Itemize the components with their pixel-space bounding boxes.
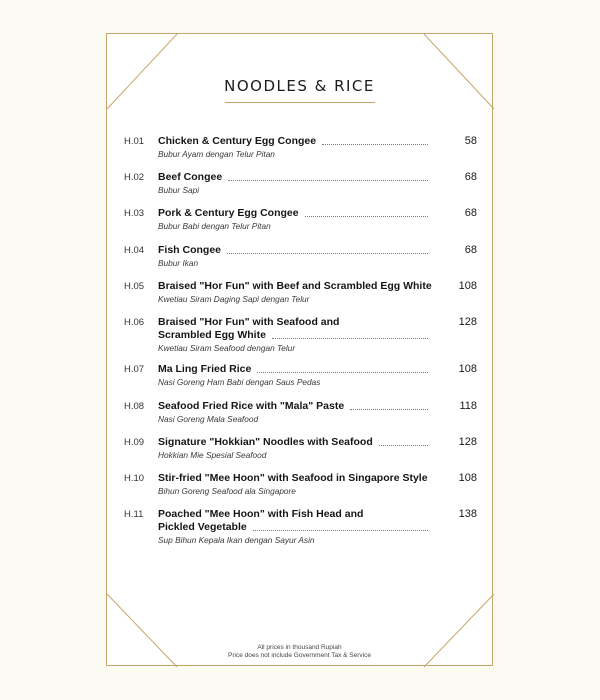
price-note-line2: Price does not include Government Tax & Service	[228, 652, 371, 659]
dot-leader	[253, 530, 428, 531]
price-note-line1: All prices in thousand Rupiah	[257, 644, 342, 651]
menu-item-h09	[124, 436, 477, 472]
item-description: Bubur Sapi	[158, 185, 200, 196]
item-name: Ma Ling Fried Rice	[158, 363, 252, 376]
item-code: H.08	[124, 400, 145, 412]
item-code: H.09	[124, 436, 145, 448]
item-description: Nasi Goreng Ham Babi dengan Saus Pedas	[158, 377, 321, 388]
dot-leader	[305, 216, 428, 217]
item-name-row	[158, 400, 431, 413]
menu-item-h01	[124, 135, 477, 171]
menu-item-h04	[124, 244, 477, 280]
menu-item-h05	[124, 280, 477, 316]
item-name: Stir-fried "Mee Hoon" with Seafood in Singapore Style	[158, 472, 428, 484]
item-price: 68	[464, 243, 477, 256]
item-code: H.02	[124, 172, 145, 184]
item-code: H.11	[124, 509, 144, 521]
item-name: Signature "Hokkian" Noodles with Seafood	[158, 435, 373, 448]
item-name-block	[158, 508, 431, 534]
item-price: 118	[459, 399, 477, 412]
dot-leader	[272, 338, 428, 339]
menu-item-h06	[124, 316, 477, 364]
item-code: H.10	[124, 473, 145, 484]
item-description: Bubur Babi dengan Telur Pitan	[158, 221, 271, 232]
item-name-line1: Braised "Hor Fun" with Seafood and	[158, 315, 340, 328]
item-name-row	[158, 244, 431, 257]
item-code: H.05	[124, 280, 145, 292]
item-description: Kwetiau Siram Daging Sapi dengan Telur	[158, 293, 310, 304]
item-name-row	[158, 207, 431, 220]
item-name-line2: Pickled Vegetable	[158, 521, 247, 534]
item-price: 108	[458, 472, 477, 484]
item-description: Sup Bihun Kepala Ikan dengan Sayur Asin	[158, 535, 315, 546]
page-title: NOODLES & RICE	[224, 77, 375, 95]
item-code: H.06	[124, 316, 145, 328]
title-underline	[225, 102, 375, 103]
corner-line-top-left	[107, 34, 177, 109]
price-note	[107, 644, 492, 660]
item-name-row	[158, 521, 431, 534]
item-name-row	[158, 171, 431, 184]
item-code: H.07	[124, 364, 145, 376]
menu-item-h10	[124, 472, 477, 508]
item-name: Braised "Hor Fun" with Beef and Scrambled Egg White	[158, 279, 432, 292]
item-price: 138	[458, 508, 477, 521]
item-name-row	[158, 329, 431, 342]
item-price: 68	[464, 171, 477, 184]
item-name-row	[158, 135, 431, 148]
item-name-row	[158, 280, 431, 293]
item-price: 58	[464, 135, 477, 147]
item-price: 128	[458, 435, 477, 448]
item-name: Fish Congee	[158, 243, 222, 256]
item-name: Beef Congee	[158, 171, 223, 184]
item-description: Bubur Ikan	[158, 257, 199, 268]
item-name-block	[158, 316, 431, 342]
item-description: Hokkian Mie Spesial Seafood	[158, 449, 267, 460]
item-code: H.03	[124, 208, 145, 220]
menu-list	[124, 135, 477, 556]
item-price: 108	[458, 363, 477, 376]
dot-leader	[257, 372, 428, 373]
menu-item-h08	[124, 400, 477, 436]
item-description: Nasi Goreng Mala Seafood	[158, 413, 259, 424]
corner-line-top-right	[424, 34, 494, 109]
item-name-row	[158, 436, 431, 449]
menu-card	[106, 33, 493, 666]
item-name: Seafood Fried Rice with "Mala" Paste	[158, 399, 345, 412]
dot-leader	[228, 180, 428, 181]
menu-item-h07	[124, 363, 477, 399]
item-price: 68	[464, 207, 477, 220]
menu-item-h11	[124, 508, 477, 556]
item-name-row	[158, 472, 431, 485]
item-name: Chicken & Century Egg Congee	[158, 135, 317, 147]
item-description: Bihun Goreng Seafood ala Singapore	[158, 486, 296, 496]
item-price: 128	[458, 315, 477, 328]
dot-leader	[350, 409, 428, 410]
item-description: Bubur Ayam dengan Telur Pitan	[158, 149, 275, 159]
dot-leader	[227, 253, 428, 254]
menu-item-h02	[124, 171, 477, 207]
dot-leader	[322, 144, 428, 145]
item-code: H.04	[124, 244, 145, 256]
dot-leader	[379, 445, 428, 446]
item-description: Kwetiau Siram Seafood dengan Telur	[158, 342, 296, 353]
item-name: Pork & Century Egg Congee	[158, 207, 299, 220]
item-name-line2: Scrambled Egg White	[158, 328, 266, 341]
item-name-line1: Poached "Mee Hoon" with Fish Head and	[158, 508, 364, 521]
item-name-row	[158, 363, 431, 376]
item-price: 108	[458, 279, 477, 292]
item-code: H.01	[124, 136, 145, 147]
menu-item-h03	[124, 207, 477, 243]
